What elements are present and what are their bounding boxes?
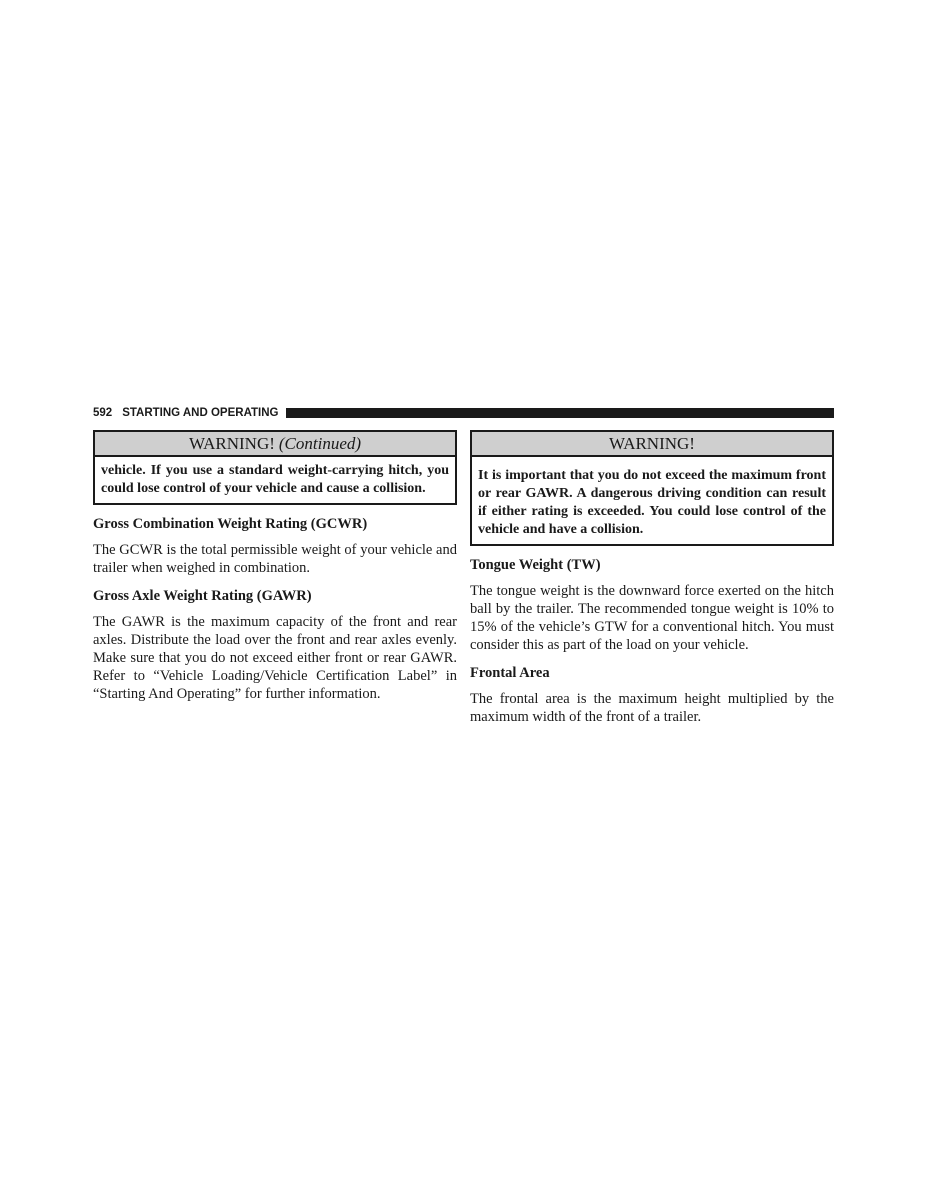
tongue-weight-paragraph: The tongue weight is the downward force exerted on the hitch ball by the trailer. The recommended tongue weight is 10% to 15% of the vehicle’s GTW for a conventional hitch. You must consider this as part of the load on your vehicle. [470, 583, 834, 653]
gawr-heading: Gross Axle Weight Rating (GAWR) [93, 588, 312, 604]
right-column [470, 430, 834, 736]
warning-box [470, 430, 834, 546]
page-header [93, 405, 834, 421]
warning-title: WARNING! [609, 434, 695, 453]
gawr-paragraph: The GAWR is the maximum capacity of the front and rear axles. Distribute the load over the front and rear axles evenly. Make sure that you do not exceed either front or rear GAWR. Refer to “Vehicle Loading/Vehicle Certification Label” in “Starting And Operating” for further information. [93, 614, 457, 702]
tongue-weight-heading: Tongue Weight (TW) [470, 557, 601, 573]
frontal-area-heading: Frontal Area [470, 665, 550, 681]
warning-header [95, 432, 455, 457]
left-column [93, 430, 457, 713]
frontal-area-paragraph: The frontal area is the maximum height multiplied by the maximum width of the front of a trailer. [470, 691, 834, 725]
section-title: STARTING AND OPERATING [122, 407, 279, 419]
warning-text: vehicle. If you use a standard weight-carrying hitch, you could lose control of your vehicle and cause a collision. [101, 463, 449, 496]
header-rule [286, 408, 835, 418]
warning-text: It is important that you do not exceed the maximum front or rear GAWR. A dangerous driving condition can result if either rating is exceeded. You could lose control of the vehicle and have a collision. [478, 468, 826, 537]
warning-title: WARNING! [188, 434, 275, 453]
gcwr-paragraph: The GCWR is the total permissible weight of your vehicle and trailer when weighed in combination. [93, 542, 457, 576]
warning-continued-label: (Continued) [278, 434, 362, 453]
page-number: 592 [93, 407, 113, 419]
warning-header [472, 432, 832, 457]
warning-box-continued [93, 430, 457, 505]
gcwr-heading: Gross Combination Weight Rating (GCWR) [93, 516, 368, 532]
